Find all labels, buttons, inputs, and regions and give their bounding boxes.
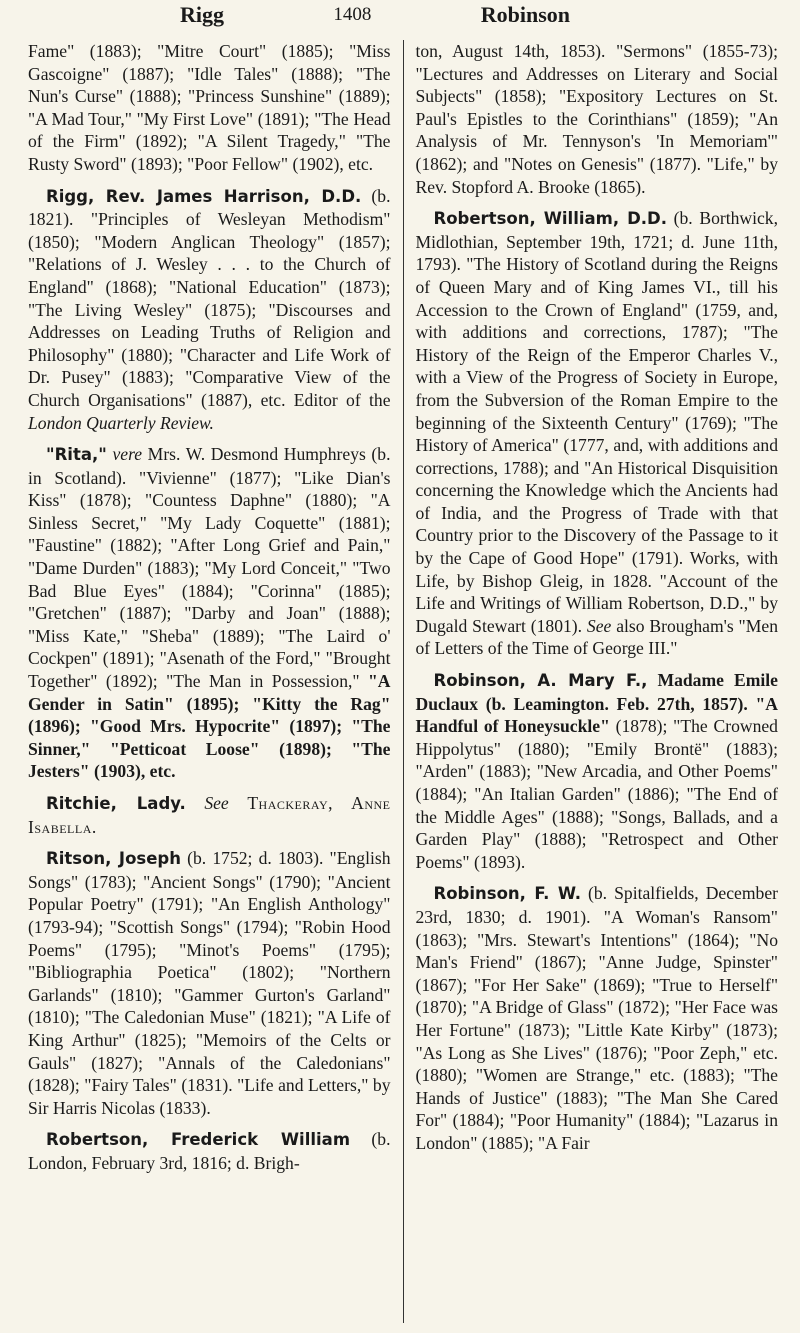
entry-continuation: Fame" (1883); "Mitre Court" (1885); "Miss Gascoigne" (1887); "Idle Tales" (1888); "The Nun's Curse" (1888); "Princess Sunshine" (1889); "A Mad Tour," "My First Love" (1891); "The Head of the Firm" (1892); "A Silent Tragedy," "The Rusty Sword" (1893); "Poor Fellow" (1902), etc. (28, 41, 391, 174)
entry-robinson-fw: Robinson, F. W. (b. Spitalfields, December 23rd, 1830; d. 1901). "A Woman's Ransom" (1863); "Mrs. Stewart's Intentions" (1864); "No Man's Friend" (1867); "Anne Judge, Spinster" (1867); "For Her Sake" (1869); "True to Herself" (1870); "A Bridge of Glass" (1872); "Her Face was Her Fortune" (1873); "Little Kate Kirby" (1873); "As Long as She Lives" (1876); "Poor Zeph," etc. (1880); "Women are Strange," etc. (1883); "The Hands of Justice" (1883); "The Man She Cared For" (1884); "Poor Humanity" (1884); "Lazarus in London" (1885); "A Fair (415, 883, 779, 1153)
entry-headword: Ritson, Joseph (46, 849, 181, 869)
entry-rita: "Rita," vere Mrs. W. Desmond Humphreys (b. in Scotland). "Vivienne" (1877); "Like Dian's Kiss" (1878); "Countess Daphne" (1880); "A Sinless Secret," "My Lady Coquette" (1881); "Faustine" (1882); "After Long Grief and Pain," "Dame Durden" (1883); "My Lord Conceit," "Two Bad Blue Eyes" (1884); "Corinna" (1885); "Gretchen" (1887); "Darby and Joan" (1888); "Miss Kate," "Sheba" (1889); "The Laird o' Cockpen" (1891); "Asenath of the Ford," "Brought Together" (1892); "The Man in Possession," "A Gender in Satin" (1895); "Kitty the Rag" (1896); "Good Mrs. Hypocrite" (1897); "The Sinner," "Petticoat Loose" (1898); "The Jesters" (1903), etc. (28, 444, 391, 782)
entry-robertson-frederick: Robertson, Frederick William (b. London, February 3rd, 1816; d. Brigh- (28, 1129, 391, 1173)
entry-headword: Rigg, Rev. James Harrison, D.D. (46, 186, 362, 206)
entry-robinson-mary: Robinson, A. Mary F., Madame Emile Duclaux (b. Leamington. Feb. 27th, 1857). "A Handful of Honeysuckle" (1878); "The Crowned Hippolytus" (1880); "Emily Brontë" (1883); "Arden" (1883); "New Arcadia, and Other Poems" (1884); "An Italian Garden" (1886); "The End of the Middle Ages" (1888); "Songs, Ballads, and a Garden Play" (1888); "Retrospect and Other Poems" (1893). (415, 670, 778, 872)
entry-ritchie: Ritchie, Lady. See Thackeray, Anne Isabella. (28, 793, 391, 837)
entry-headword: Ritchie, Lady. (46, 794, 186, 813)
entry-headword: Robertson, Frederick William (46, 1130, 351, 1150)
entry-headword: Robinson, A. Mary F., (433, 671, 648, 691)
entry-robertson-william: Robertson, William, D.D. (b. Borthwick, Midlothian, September 19th, 1721; d. June 11th, 1793). "The History of Scotland during the Reigns of Queen Mary and of King James VI., till his Accession to the Crown of England" (1759, and, with additions and corrections, 1787); "The History of the Reign of the Emperor Charles V., with a View of the Progress of Society in Europe, from the Subversion of the Roman Empire to the beginning of the Sixteenth Century" (1769); "The History of America" (1777, and, with additions and corrections, 1788); and "An Historical Disquisition concerning the Knowledge which the Ancients had of India, and the Progress of Trade with that Country prior to the Discovery of the Passage to it by the Cape of Good Hope" (1791). Works, with Life, by Bishop Gleig, in 1828. "Account of the Life and Writings of William Robertson, D.D.," by Dugald Stewart (1801). See also Brougham's "Men of Letters of the Time of George III." (415, 208, 779, 659)
entry-headword: "Rita," (46, 445, 107, 465)
entry-headword: Robertson, William, D.D. (433, 209, 668, 229)
entry-headword: Robinson, F. W. (433, 884, 581, 904)
right-column (403, 40, 779, 1323)
entry-rigg: Rigg, Rev. James Harrison, D.D. (b. 1821). "Principles of Wesleyan Methodism" (1850); "Modern Anglican Theology" (1857); "Relations of J. Wesley . . . to the Church of England" (1868); "National Education" (1873); "The Living Wesley" (1875); "Discourses and Addresses on Leading Truths of Religion and Philosophy" (1880); "Character and Life Work of Dr. Pusey" (1883); "Comparative View of the Church Organisations" (1887), etc. Editor of the London Quarterly Review. (28, 185, 391, 433)
text-columns (28, 40, 778, 1323)
guide-word-right: Robinson (480, 2, 570, 27)
entry-continuation: ton, August 14th, 1853). "Sermons" (1855-73); "Lectures and Addresses on Literary and Social Subjects" (1858); "Expository Lectures on St. Paul's Epistles to the Corinthians" (1859); "An Analysis of Mr. Tennyson's 'In Memoriam'" (1862); and "Notes on Genesis" (1877). "Life," by Rev. Stopford A. Brooke (1865). (415, 41, 778, 197)
page-number: 1408 (333, 4, 372, 25)
running-header (40, 0, 760, 30)
left-column (28, 40, 403, 1323)
guide-word-left: Rigg (180, 2, 224, 27)
entry-ritson: Ritson, Joseph (b. 1752; d. 1803). "English Songs" (1783); "Ancient Songs" (1790); "Ancient Popular Poetry" (1791); "An English Anthology" (1793-94); "Scottish Songs" (1794); "Robin Hood Poems" (1795); "Minot's Poems" (1795); "Bibliographia Poetica" (1802); "Northern Garlands" (1810); "Gammer Gurton's Garland" (1810); "The Caledonian Muse" (1821); "A Life of King Arthur" (1825); "Memoirs of the Celts or Gauls" (1827); "Annals of the Caledonians" (1828); "Fairy Tales" (1831). "Life and Letters," by Sir Harris Nicolas (1833). (28, 848, 391, 1118)
